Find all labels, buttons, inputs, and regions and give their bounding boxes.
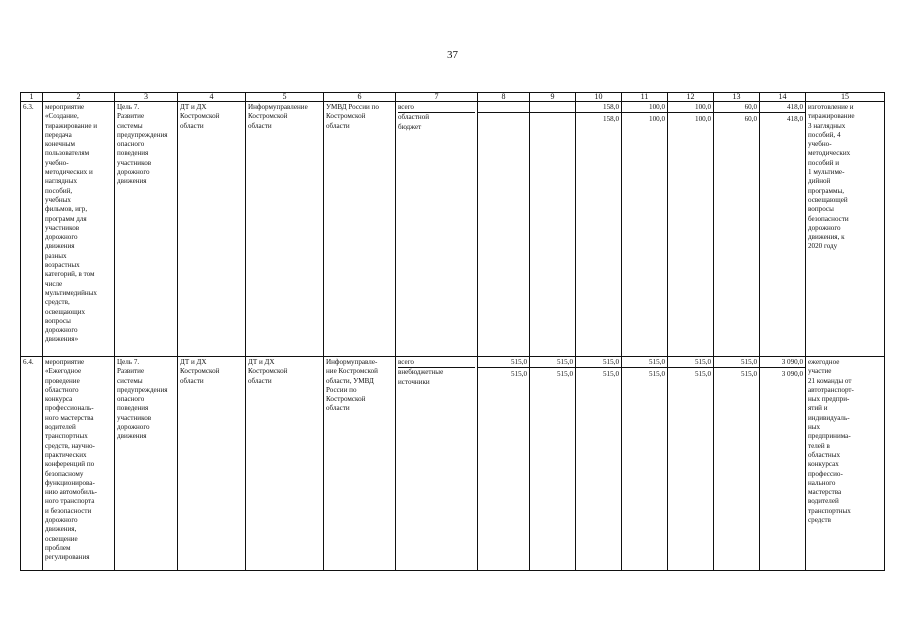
header-cell: 12 (668, 93, 714, 102)
activity-text: мероприятие «Ежегодное проведение областного конкурса профессиональ- ного мастерства водителей транспортных средств, научно- практических конференций по безопасному функционирова- нию автомобиль- ного транспорта и безопасности дорожного движения, освещение проблем регулирования (45, 358, 97, 562)
header-cell: 4 (178, 93, 246, 102)
header-cell: 5 (246, 93, 324, 102)
value-total: 418,0 (760, 103, 805, 113)
value-total: 100,0 (622, 103, 667, 113)
co-executor: Информуправление Костромской области (248, 103, 308, 130)
table-row (21, 102, 885, 357)
value-source: 418,0 (787, 115, 803, 124)
funding-total-label: всего (398, 103, 475, 113)
header-cell: 15 (806, 93, 885, 102)
value-source: 515,0 (695, 370, 711, 379)
header-cell: 7 (396, 93, 478, 102)
value-total: 515,0 (478, 358, 529, 368)
header-cell: 11 (622, 93, 668, 102)
item-number: 6.4. (23, 358, 34, 366)
activity-text: мероприятие «Создание, тиражирование и передача конечным пользователям учебно- методических и наглядных пособий, учебных фильмов, игр, программ для участников дорожного движения разных возрастных категорий, в том числе мультимедийных средств, освещающих вопросы дорожного движения» (45, 103, 98, 344)
value-source: 158,0 (603, 115, 619, 124)
value-total (478, 103, 529, 113)
value-source: 100,0 (695, 115, 711, 124)
value-source: 515,0 (511, 370, 527, 379)
value-total: 515,0 (668, 358, 713, 368)
participant: УМВД России по Костромской области (326, 103, 379, 130)
value-total: 515,0 (576, 358, 621, 368)
value-total: 515,0 (530, 358, 575, 368)
funding-source-label: областной бюджет (398, 113, 430, 131)
table-row (21, 357, 885, 571)
item-number: 6.3. (23, 103, 34, 111)
value-source: 100,0 (649, 115, 665, 124)
funding-total-label: всего (398, 358, 475, 368)
header-cell: 9 (530, 93, 576, 102)
value-total: 100,0 (668, 103, 713, 113)
value-source: 515,0 (557, 370, 573, 379)
co-executor: ДТ и ДХ Костромской области (248, 358, 288, 385)
header-cell: 14 (760, 93, 806, 102)
column-number-row (21, 93, 885, 102)
header-cell: 1 (21, 93, 43, 102)
page-number: 37 (447, 49, 458, 61)
value-total: 3 090,0 (760, 358, 805, 368)
value-source: 60,0 (744, 115, 757, 124)
value-source: 515,0 (741, 370, 757, 379)
goal-text: Цель 7. Развитие системы предупреждения опасного поведения участников дорожного движения (117, 103, 168, 186)
value-source: 515,0 (603, 370, 619, 379)
expected-result: изготовление и тиражирование 3 наглядных пособий, 4 учебно- методических пособий и 1 мультиме- дийной программы, освещающей вопросы безопасности дорожного движения, к 2020 году (808, 103, 855, 251)
responsible-executor: ДТ и ДХ Костромской области (180, 103, 220, 130)
header-cell: 2 (43, 93, 115, 102)
responsible-executor: ДТ и ДХ Костромской области (180, 358, 220, 385)
header-cell: 3 (115, 93, 178, 102)
value-total: 158,0 (576, 103, 621, 113)
header-cell: 10 (576, 93, 622, 102)
header-cell: 8 (478, 93, 530, 102)
funding-source-label: внебюджетные источники (398, 368, 444, 386)
value-total (530, 103, 575, 113)
header-cell: 6 (324, 93, 396, 102)
value-total: 60,0 (714, 103, 759, 113)
participant: Информуправле- ние Костромской области, УМВД России по Костромской области (326, 358, 378, 413)
program-table (20, 92, 885, 571)
value-source: 515,0 (649, 370, 665, 379)
value-source: 3 090,0 (781, 370, 803, 379)
header-cell: 13 (714, 93, 760, 102)
value-total: 515,0 (714, 358, 759, 368)
goal-text: Цель 7. Развитие системы предупреждения опасного поведения участников дорожного движения (117, 358, 168, 441)
value-total: 515,0 (622, 358, 667, 368)
expected-result: ежегодное участие 21 команды от автотранспорт- ных предпри- ятий и индивидуаль- ных предпринима- телей в областных конкурсах профессио- нального мастерства водителей транспортных средств (808, 358, 854, 525)
